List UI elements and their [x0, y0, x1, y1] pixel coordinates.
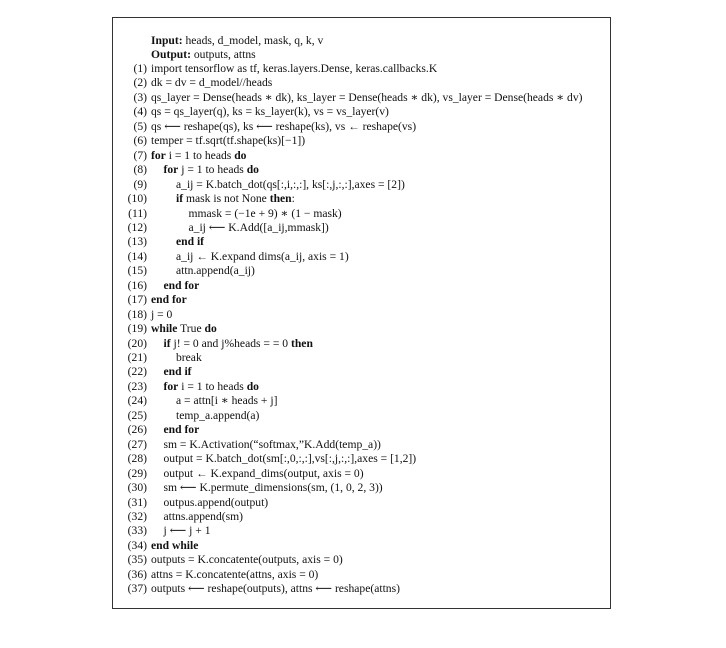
code-text: qs = qs_layer(q), ks = ks_layer(k), vs = vs_layer(v)	[151, 105, 389, 119]
line-code	[176, 394, 277, 408]
line-code	[164, 438, 381, 452]
line-number: (21)	[127, 351, 147, 364]
code-text: dk = dv = d_model//heads	[151, 76, 273, 90]
line-number: (1)	[133, 62, 147, 75]
line-code	[151, 553, 343, 567]
line-code	[176, 264, 255, 278]
line-number: (9)	[133, 177, 147, 191]
keyword: end for	[163, 278, 200, 292]
keyword: for	[163, 379, 179, 393]
line-code	[151, 582, 400, 596]
algorithm-box	[112, 17, 611, 609]
keyword: then	[291, 336, 313, 350]
line-code	[176, 235, 204, 249]
line-code	[164, 380, 259, 394]
line-code	[151, 62, 437, 76]
line-code	[164, 337, 313, 351]
line-number: (35)	[127, 553, 147, 567]
line-number: (30)	[127, 481, 147, 495]
line-number: (16)	[127, 278, 147, 292]
line-number: (32)	[127, 509, 147, 523]
line-number: (17)	[127, 293, 147, 307]
code-text: a_ij ← K.expand dims(a_ij, axis = 1)	[176, 249, 349, 263]
line-number: (15)	[127, 264, 147, 278]
line-number: (20)	[127, 336, 147, 350]
line-number: (2)	[133, 76, 147, 90]
keyword: end for	[151, 293, 187, 307]
code-text: :	[291, 192, 295, 206]
line-code	[151, 293, 187, 307]
input-keyword: Input:	[151, 34, 183, 47]
line-code	[164, 467, 364, 481]
line-code	[151, 149, 246, 163]
line-code	[164, 481, 383, 495]
code-text: j ⟵ j + 1	[163, 524, 211, 538]
line-code	[151, 91, 583, 105]
code-text: break	[176, 351, 202, 364]
keyword: do	[246, 163, 259, 177]
line-number: (14)	[127, 249, 147, 263]
line-number: (33)	[127, 524, 147, 538]
keyword: then	[269, 192, 292, 206]
line-code	[164, 510, 244, 524]
line-number: (23)	[127, 379, 147, 393]
code-text: outputs = K.concatente(outputs, axis = 0)	[151, 553, 343, 567]
line-code	[189, 207, 342, 221]
line-number: (36)	[127, 567, 147, 581]
code-text: True	[177, 322, 205, 336]
line-number: (24)	[127, 394, 147, 408]
keyword: do	[204, 322, 217, 336]
code-text: output = K.batch_dot(sm[:,0,:,:],vs[:,j,:,:],axes = [1,2])	[163, 452, 417, 466]
line-code	[151, 322, 217, 336]
code-text: j! = 0 and j%heads = = 0	[170, 336, 291, 350]
code-text: qs_layer = Dense(heads ∗ dk), ks_layer = Dense(heads ∗ dk), vs_layer = Dense(heads ∗ dv)	[151, 90, 583, 104]
code-text: qs ⟵ reshape(qs), ks ⟵ reshape(ks), vs ← reshape(vs)	[151, 119, 417, 133]
code-text: mask is not None	[183, 192, 270, 206]
line-code	[164, 423, 200, 437]
code-text: i = 1 to heads	[165, 148, 235, 162]
keyword: while	[151, 322, 178, 336]
line-code	[189, 221, 329, 235]
line-code	[164, 524, 211, 538]
code-text: a_ij = K.batch_dot(qs[:,i,:,:], ks[:,j,:,:],axes = [2])	[176, 177, 405, 191]
code-text: i = 1 to heads	[178, 379, 247, 393]
line-number: (7)	[133, 148, 147, 162]
keyword: for	[163, 163, 179, 177]
line-code	[176, 250, 349, 264]
line-number: (10)	[127, 192, 147, 206]
line-code	[151, 76, 272, 90]
line-code	[151, 539, 198, 553]
code-text: sm = K.Activation(“softmax,”K.Add(temp_a))	[163, 437, 381, 451]
keyword: if	[163, 336, 171, 350]
line-number: (18)	[127, 307, 147, 321]
code-text: import tensorflow as tf, keras.layers.Dense, keras.callbacks.K	[151, 62, 438, 75]
line-code	[151, 568, 318, 582]
line-code	[176, 351, 202, 365]
line-code	[164, 496, 269, 510]
keyword: end while	[151, 538, 199, 552]
line-number: (11)	[128, 206, 147, 220]
code-text: outpus.append(output)	[163, 495, 269, 509]
code-text: temper = tf.sqrt(tf.shape(ks)[−1])	[151, 134, 306, 148]
line-number: (13)	[127, 235, 147, 249]
keyword: end if	[163, 365, 192, 379]
keyword: for	[151, 148, 166, 162]
line-number: (29)	[127, 466, 147, 480]
line-code	[176, 178, 405, 192]
line-code	[176, 409, 259, 423]
keyword: end for	[163, 423, 200, 437]
line-number: (31)	[127, 495, 147, 509]
code-text: sm ⟵ K.permute_dimensions(sm, (1, 0, 2, 3))	[163, 481, 383, 495]
line-number: (26)	[127, 423, 147, 437]
line-number: (28)	[127, 452, 147, 466]
line-number: (12)	[127, 220, 147, 234]
line-code	[164, 163, 259, 177]
code-text: mmask = (−1e + 9) ∗ (1 − mask)	[188, 206, 342, 220]
keyword: do	[246, 379, 259, 393]
line-number: (4)	[133, 105, 147, 119]
code-text: outputs ⟵ reshape(outputs), attns ⟵ reshape(attns)	[151, 582, 400, 596]
line-number: (8)	[133, 163, 147, 177]
line-number: (37)	[127, 582, 147, 596]
line-code	[151, 105, 389, 119]
line-number: (3)	[133, 90, 147, 104]
keyword: if	[176, 192, 184, 206]
line-code	[164, 452, 417, 466]
line-number: (27)	[127, 437, 147, 451]
code-text: a = attn[i ∗ heads + j]	[176, 394, 278, 408]
code-text: temp_a.append(a)	[176, 408, 260, 422]
input-params: heads, d_model, mask, q, k, v	[182, 34, 324, 47]
line-number: (5)	[133, 119, 147, 133]
line-code	[151, 134, 305, 148]
line-code	[151, 308, 172, 322]
code-text: a_ij ⟵ K.Add([a_ij,mmask])	[188, 220, 329, 234]
keyword: end if	[176, 235, 205, 249]
line-code	[176, 192, 295, 206]
line-code	[164, 365, 192, 379]
code-text: j = 0	[151, 307, 173, 321]
code-text: output ← K.expand_dims(output, axis = 0)	[163, 466, 364, 480]
line-code	[151, 120, 416, 134]
output-keyword: Output:	[151, 48, 191, 61]
code-text: attn.append(a_ij)	[176, 264, 255, 278]
line-number: (22)	[127, 365, 147, 379]
code-text: attns = K.concatente(attns, axis = 0)	[151, 567, 319, 581]
code-text: attns.append(sm)	[163, 509, 244, 523]
line-code	[164, 279, 200, 293]
code-text: j = 1 to heads	[178, 163, 247, 177]
line-number: (34)	[127, 538, 147, 552]
keyword: do	[234, 148, 247, 162]
line-number: (19)	[127, 322, 147, 336]
line-number: (25)	[127, 408, 147, 422]
line-number: (6)	[133, 134, 147, 148]
output-params: outputs, attns	[190, 48, 256, 61]
